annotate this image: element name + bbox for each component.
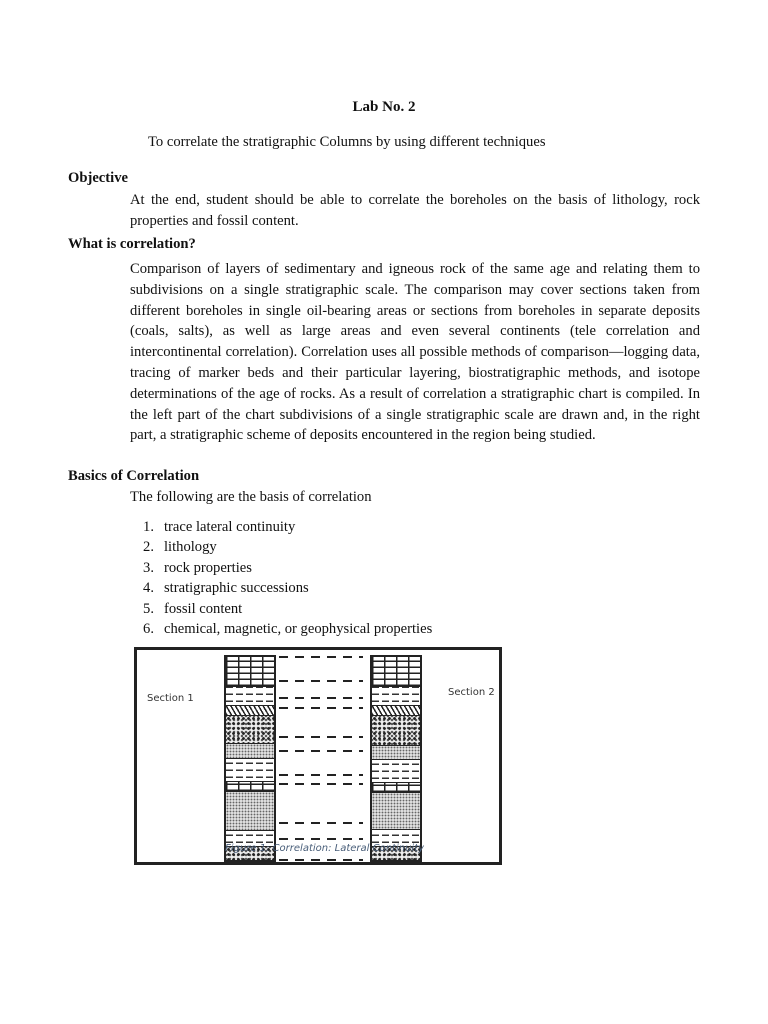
correlation-heading: What is correlation? bbox=[68, 236, 196, 252]
correlation-line bbox=[279, 774, 363, 776]
limestone-layer bbox=[226, 657, 274, 687]
sandstone-layer bbox=[372, 793, 420, 830]
objective-heading: Objective bbox=[68, 170, 128, 186]
limestone-layer bbox=[372, 783, 420, 793]
correlation-text: Comparison of layers of sedimentary and igneous rock of the same age and relating them to subdivisions on a single stratigraphic scale. The comparison may cover sections taken from different boreholes in single oil-bearing areas or sections from boreholes in separate deposits (coals, salts), as well as large areas and even several continents (tele correlation and intercontinental correlation). Correlation uses all possible methods of comparison—logging data, tracing of marker beds and their particular layering, biostratigraphic methods, and isotope determinations of the age of rocks. As a result of correlation a stratigraphic chart is compiled. In the left part of the chart subdivisions of a single stratigraphic scale are drawn and, in the right part, a stratigraphic scheme of deposits encountered in the region being studied. bbox=[130, 261, 700, 444]
correlation-line bbox=[279, 697, 363, 699]
list-item bbox=[130, 558, 432, 578]
item-number: 6. bbox=[143, 620, 154, 637]
correlation-line bbox=[279, 783, 363, 785]
item-text: lithology bbox=[164, 539, 217, 556]
list-item bbox=[130, 537, 432, 557]
list-item bbox=[130, 517, 432, 537]
conglomerate-layer bbox=[226, 716, 274, 744]
correlation-line bbox=[279, 750, 363, 752]
basics-list bbox=[130, 517, 432, 639]
item-number: 1. bbox=[143, 519, 154, 535]
shale-layer bbox=[226, 687, 274, 706]
item-number: 5. bbox=[143, 600, 154, 617]
sandstone-layer bbox=[372, 746, 420, 760]
sandstone-layer bbox=[226, 792, 274, 831]
lab-subtitle: To correlate the stratigraphic Columns by using different techniques bbox=[148, 134, 546, 150]
correlation-line bbox=[279, 859, 363, 861]
item-number: 3. bbox=[143, 559, 154, 576]
correlation-line bbox=[279, 656, 363, 658]
conglomerate-layer bbox=[372, 716, 420, 746]
item-text: fossil content bbox=[164, 600, 243, 617]
shale-layer bbox=[226, 759, 274, 782]
correlation-line bbox=[279, 838, 363, 840]
correlation-line bbox=[279, 736, 363, 738]
sandstone-layer bbox=[226, 744, 274, 759]
section-1-label: Section 1 bbox=[147, 693, 194, 704]
item-text: trace lateral continuity bbox=[164, 519, 296, 535]
item-text: chemical, magnetic, or geophysical properties bbox=[164, 620, 433, 637]
stratigraphic-column-2 bbox=[370, 655, 422, 862]
limestone-layer bbox=[226, 782, 274, 792]
item-text: stratigraphic successions bbox=[164, 580, 309, 597]
stratigraphic-column-1 bbox=[224, 655, 276, 862]
list-item bbox=[130, 578, 432, 598]
breccia-layer bbox=[372, 706, 420, 716]
basics-intro: The following are the basis of correlation bbox=[130, 489, 372, 505]
correlation-line bbox=[279, 822, 363, 824]
breccia-layer bbox=[226, 706, 274, 716]
correlation-line bbox=[279, 707, 363, 709]
correlation-line bbox=[279, 680, 363, 682]
objective-text: At the end, student should be able to correlate the boreholes on the basis of lithology, rock properties and fossil content. bbox=[130, 192, 700, 229]
figure-caption: Figure 1: Correlation: Lateral Continuity bbox=[225, 843, 425, 854]
correlation-figure bbox=[134, 647, 502, 865]
item-text: rock properties bbox=[164, 559, 252, 576]
item-number: 2. bbox=[143, 539, 154, 556]
basics-heading: Basics of Correlation bbox=[68, 468, 200, 484]
limestone-layer bbox=[372, 657, 420, 687]
page-title: Lab No. 2 bbox=[352, 99, 416, 115]
section-2-label: Section 2 bbox=[448, 687, 495, 698]
list-item bbox=[130, 619, 432, 639]
list-item bbox=[130, 599, 432, 619]
shale-layer bbox=[372, 687, 420, 706]
shale-layer bbox=[372, 760, 420, 783]
item-number: 4. bbox=[143, 580, 154, 597]
